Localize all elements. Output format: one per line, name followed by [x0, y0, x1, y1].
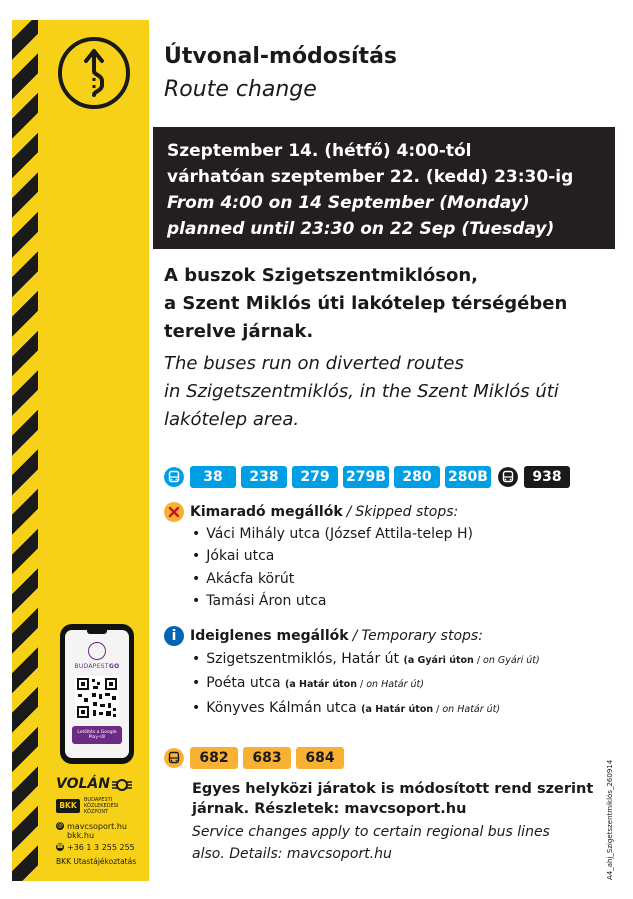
affected-lines [164, 465, 575, 489]
date-en-line1: From 4:00 on 14 September (Monday) [167, 193, 530, 213]
regional-bus-icon [164, 748, 184, 768]
regional-note-english [192, 821, 612, 865]
hazard-stripes [12, 20, 38, 881]
temporary-title-hu: Ideiglenes megállók [190, 628, 349, 644]
bkk-info-label: BKK Utastájékoztatás [56, 857, 137, 866]
list-item: • Szigetszentmiklós, Határ út (a Gyári úton / on Gyári út) [192, 648, 540, 672]
bkk-full-name: BUDAPESTI KÖZLEKEDÉSI KÖZPONT [84, 797, 119, 815]
temporary-stops-heading [164, 626, 483, 646]
desc-hu-line: terelve járnak. [164, 321, 314, 342]
night-bus-icon [498, 467, 518, 487]
skipped-stops-list [192, 523, 473, 613]
desc-hu-line: A buszok Szigetszentmiklóson, [164, 265, 478, 286]
desc-en-line: The buses run on diverted routes [164, 353, 464, 374]
phone-notch [87, 630, 107, 634]
stop-note: (a Határ úton / on Határ út) [361, 703, 501, 715]
desc-en-line: in Szigetszentmiklós, in the Szent Miklós úti [164, 381, 559, 402]
regional-lines [164, 746, 349, 770]
phone-screen [65, 630, 129, 758]
bus-icon [164, 467, 184, 487]
list-item: • Tamási Áron utca [192, 590, 473, 612]
download-button-illustration: Letöltés a Google Play-ről [72, 726, 122, 744]
list-item: • Könyves Kálmán utca (a Határ úton / on Határ út) [192, 697, 540, 721]
phone-illustration [60, 624, 134, 764]
regional-en-line: Service changes apply to certain regional bus lines [192, 824, 550, 840]
regional-en-line: also. Details: mavcsoport.hu [192, 846, 392, 862]
line-badge: 238 [241, 466, 287, 488]
line-badge: 684 [296, 747, 344, 769]
line-badge: 280 [394, 466, 440, 488]
line-badge: 938 [524, 466, 570, 488]
list-item: • Váci Mihály utca (József Attila-telep H) [192, 523, 473, 545]
volan-logo: VOLÁN [56, 776, 110, 792]
route-change-icon [56, 35, 132, 111]
temporary-title-en: Temporary stops: [361, 628, 483, 644]
line-badge: 280B [445, 466, 491, 488]
budapest-go-logo [88, 642, 106, 660]
description-hungarian [164, 262, 614, 346]
info-icon: i [164, 626, 184, 646]
budapest-go-label: BUDAPESTGO [74, 663, 120, 670]
temporary-stops-list [192, 648, 540, 721]
regional-hu-line: járnak. Részletek: mavcsoport.hu [192, 801, 467, 817]
list-item: • Poéta utca (a Határ úton / on Határ út) [192, 672, 540, 696]
list-item: • Jókai utca [192, 545, 473, 567]
skipped-stop-icon [164, 502, 184, 522]
list-item: • Akácfa körút [192, 568, 473, 590]
globe-icon: @ [57, 822, 63, 829]
desc-hu-line: a Szent Miklós úti lakótelep térségében [164, 293, 568, 314]
stop-note: (a Gyári úton / on Gyári út) [403, 655, 540, 666]
regional-hu-line: Egyes helyközi járatok is módosított rend szerint [192, 781, 594, 797]
line-badge: 279B [343, 466, 389, 488]
bkk-logo: BKK [56, 799, 80, 813]
date-hu-line2: várhatóan szeptember 22. (kedd) 23:30-ig [167, 167, 574, 187]
heading-separator: / [346, 504, 352, 520]
title-english: Route change [164, 77, 317, 102]
regional-note-hungarian [192, 779, 612, 819]
title-hungarian: Útvonal-módosítás [164, 44, 398, 69]
skipped-title-en: Skipped stops: [355, 504, 459, 520]
skipped-title-hu: Kimaradó megállók [190, 504, 343, 520]
web-contact: @ mavcsoport.hu bkk.hu [57, 822, 127, 840]
line-badge: 682 [190, 747, 238, 769]
phone-icon: ☎ [56, 843, 64, 850]
volan-wing-icon [112, 778, 132, 792]
line-badge: 279 [292, 466, 338, 488]
skipped-stops-heading [164, 502, 458, 522]
desc-en-line: lakótelep area. [164, 409, 300, 430]
heading-separator: / [352, 628, 358, 644]
line-badge: 683 [243, 747, 291, 769]
qr-code [75, 676, 119, 720]
document-code: A4_ahj_Szigetszentmiklós_260914 [606, 759, 614, 880]
phone-contact: ☎ +36 1 3 255 255 [56, 843, 135, 852]
description-english [164, 350, 614, 434]
date-hu-line1: Szeptember 14. (hétfő) 4:00-tól [167, 141, 472, 161]
date-banner [153, 127, 615, 249]
line-badge: 38 [190, 466, 236, 488]
date-en-line2: planned until 23:30 on 22 Sep (Tuesday) [167, 219, 555, 239]
stop-note: (a Határ úton / on Határ út) [285, 679, 424, 691]
